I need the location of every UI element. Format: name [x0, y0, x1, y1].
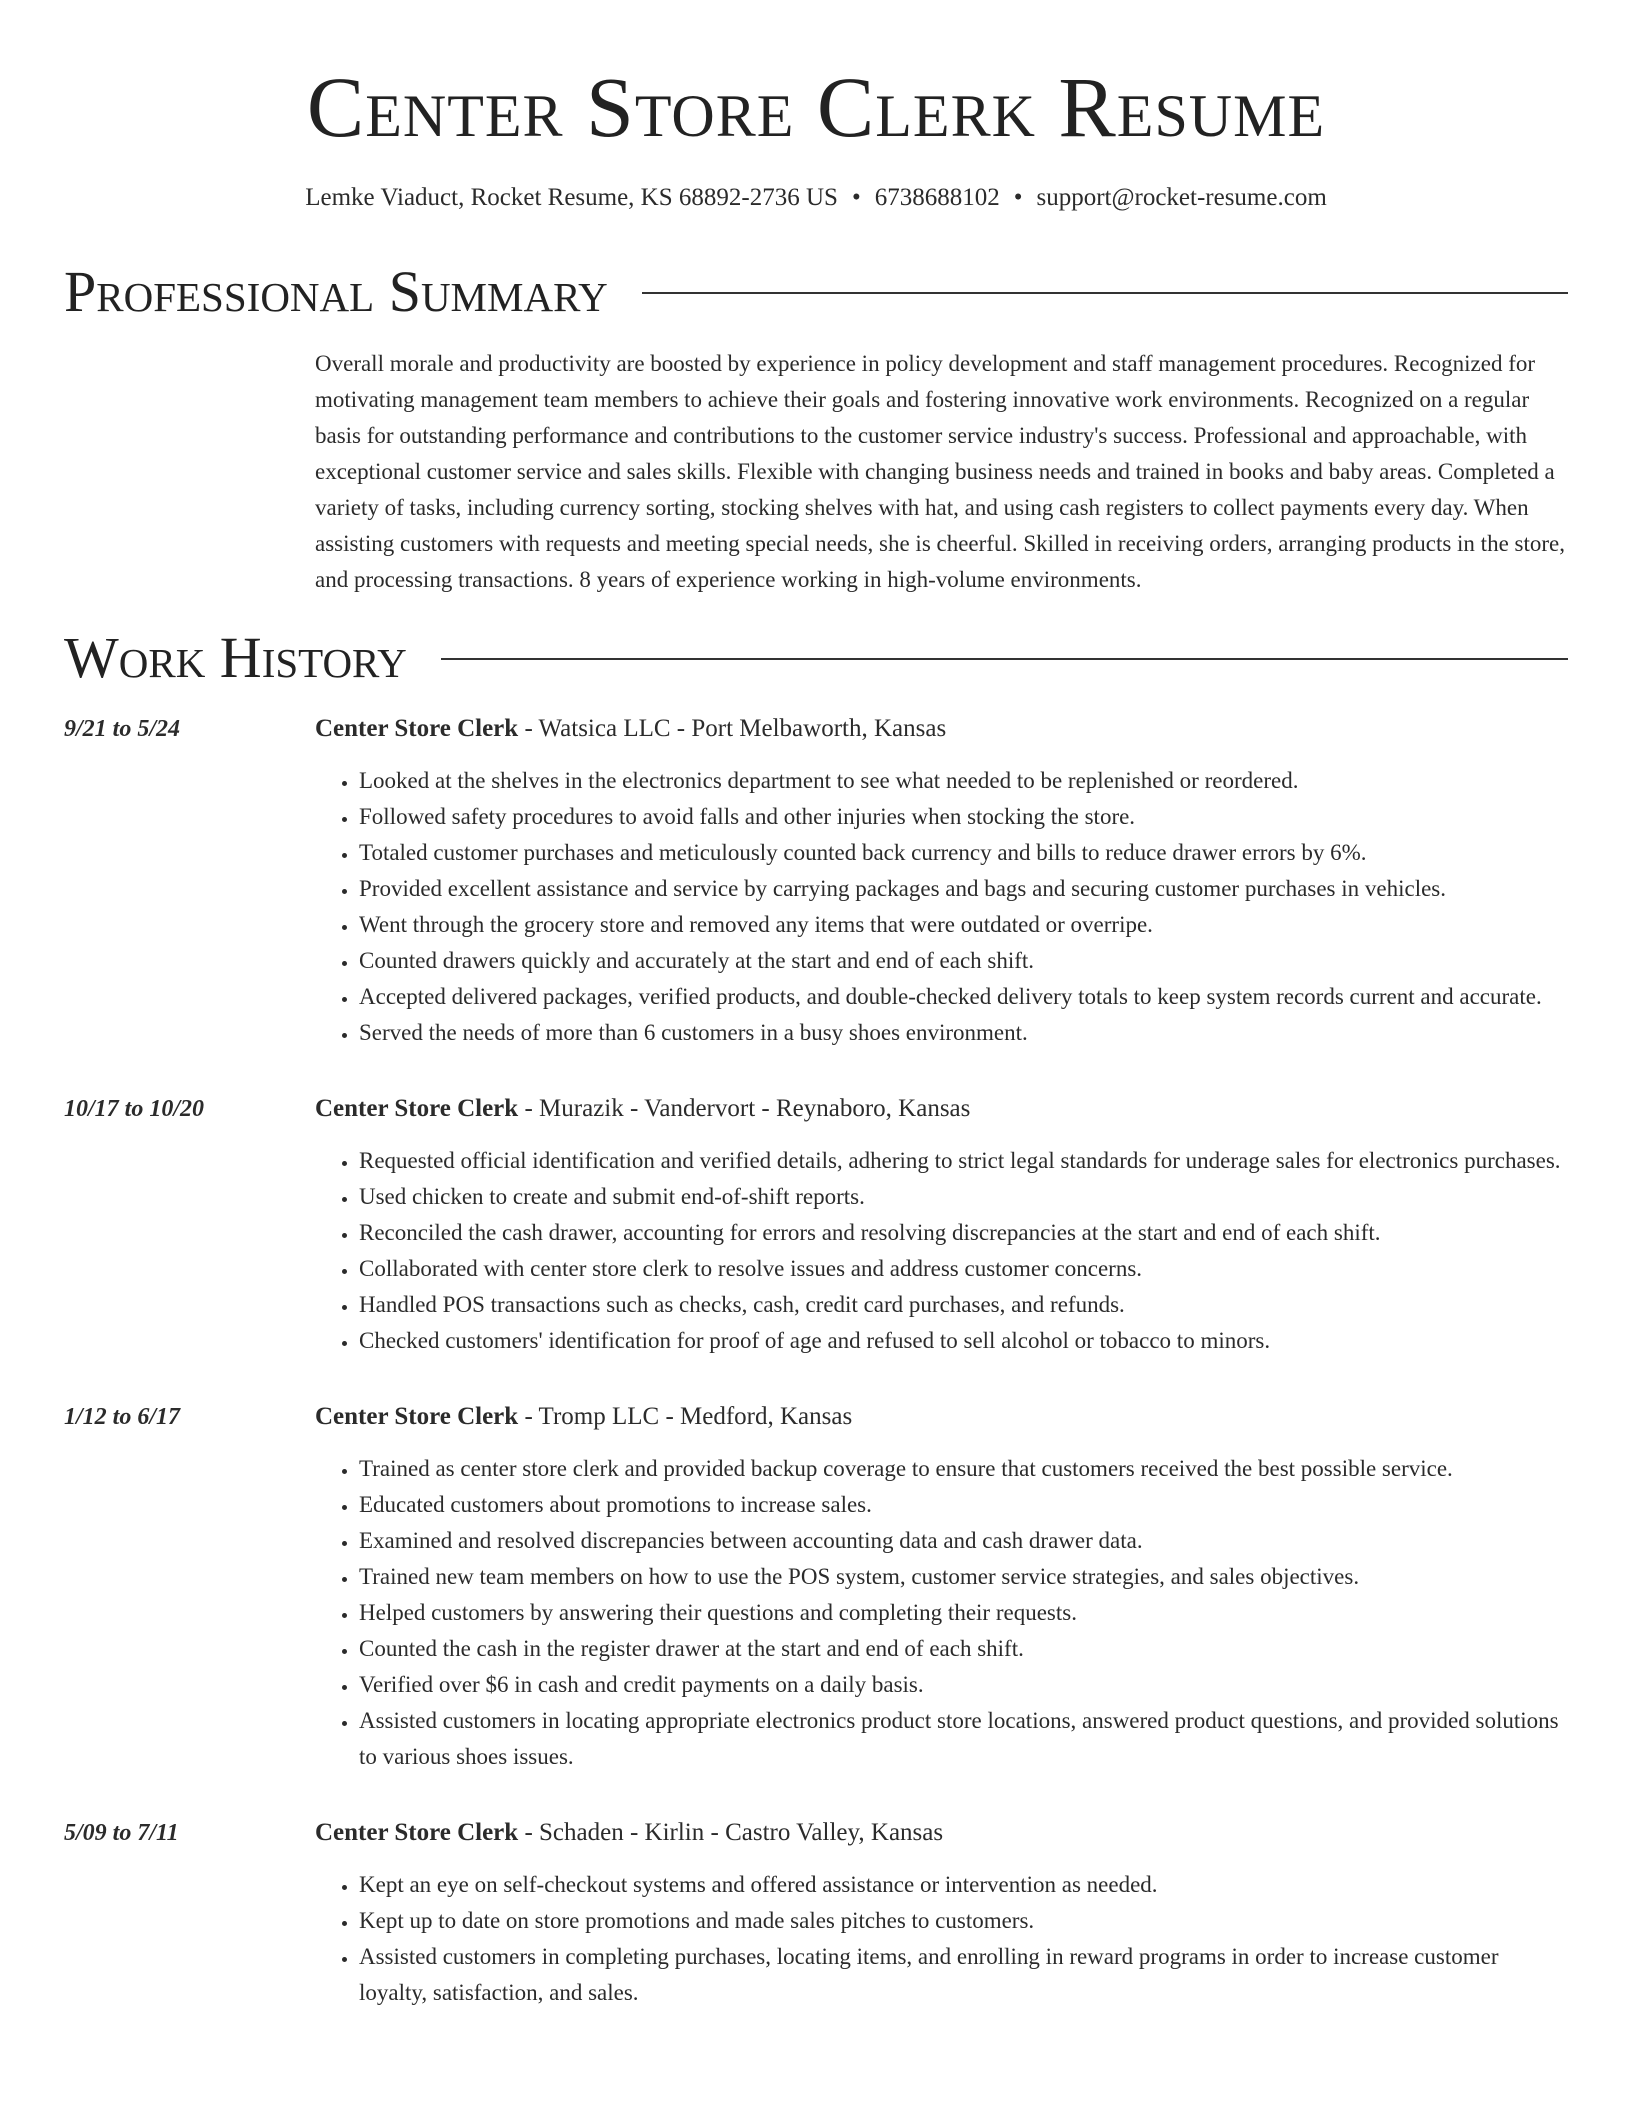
job-bullet: • Verified over $6 in cash and credit payments on a daily basis. — [359, 1667, 1568, 1703]
job-employer-location: - Tromp LLC - Medford, Kansas — [518, 1403, 853, 1430]
job-header — [64, 1815, 1568, 1851]
job-bullet: • Accepted delivered packages, verified products, and double-checked delivery totals to keep system records current and accurate. — [359, 979, 1568, 1015]
job-title-line — [315, 711, 946, 747]
contact-address: Lemke Viaduct, Rocket Resume, KS 68892-2736 US — [305, 184, 838, 211]
job-bullet: • Provided excellent assistance and service by carrying packages and bags and securing customer purchases in vehicles. — [359, 871, 1568, 907]
job-position: Center Store Clerk — [315, 1403, 519, 1430]
job-employer-location: - Watsica LLC - Port Melbaworth, Kansas — [518, 715, 947, 742]
job-bullet: • Helped customers by answering their questions and completing their requests. — [359, 1595, 1568, 1631]
job-dates: 10/17 to 10/20 — [64, 1096, 205, 1122]
job-bullet: • Served the needs of more than 6 customers in a busy shoes environment. — [359, 1015, 1568, 1051]
job-bullet: • Collaborated with center store clerk to resolve issues and address customer concerns. — [359, 1251, 1568, 1287]
job-dates: 9/21 to 5/24 — [64, 716, 181, 742]
job-employer-location: - Schaden - Kirlin - Castro Valley, Kansas — [518, 1819, 944, 1846]
job-employer-location: - Murazik - Vandervort - Reynaboro, Kansas — [518, 1095, 971, 1122]
contact-separator: • — [1013, 184, 1023, 211]
job-bullet: • Counted drawers quickly and accurately at the start and end of each shift. — [359, 943, 1568, 979]
job-header — [64, 1091, 1568, 1127]
job-entry — [64, 1815, 1568, 2011]
work-heading: Work History — [64, 625, 407, 690]
job-bullet: • Examined and resolved discrepancies between accounting data and cash drawer data. — [359, 1523, 1568, 1559]
job-dates: 5/09 to 7/11 — [64, 1820, 179, 1846]
job-bullet: • Looked at the shelves in the electronics department to see what needed to be replenished or reordered. — [359, 763, 1568, 799]
job-header — [64, 711, 1568, 747]
job-bullet-list — [315, 1867, 1568, 2011]
section-divider — [441, 658, 1568, 660]
resume-title: Center Store Clerk Resume — [306, 59, 1326, 155]
job-bullet: • Assisted customers in completing purchases, locating items, and enrolling in reward programs in order to increase customer loyalty, satisfaction, and sales. — [359, 1939, 1568, 2011]
contact-email: support@rocket-resume.com — [1036, 184, 1327, 211]
work-history-list — [64, 711, 1568, 2011]
job-position: Center Store Clerk — [315, 1095, 519, 1122]
job-bullet-list — [315, 763, 1568, 1051]
job-bullet: • Assisted customers in locating appropriate electronics product store locations, answered product questions, and provided solutions to various shoes issues. — [359, 1703, 1568, 1775]
job-bullet: • Kept up to date on store promotions and made sales pitches to customers. — [359, 1903, 1568, 1939]
contact-phone: 6738688102 — [874, 184, 1000, 211]
job-bullet: • Checked customers' identification for proof of age and refused to sell alcohol or tobacco to minors. — [359, 1323, 1568, 1359]
contact-separator: • — [851, 184, 861, 211]
job-bullet: • Handled POS transactions such as checks, cash, credit card purchases, and refunds. — [359, 1287, 1568, 1323]
job-bullet: • Requested official identification and verified details, adhering to strict legal standards for underage sales for electronics purchases. — [359, 1143, 1568, 1179]
job-bullet: • Kept an eye on self-checkout systems and offered assistance or intervention as needed. — [359, 1867, 1568, 1903]
job-header — [64, 1399, 1568, 1435]
summary-heading: Professional Summary — [64, 259, 608, 324]
job-bullet: • Followed safety procedures to avoid falls and other injuries when stocking the store. — [359, 799, 1568, 835]
job-bullet: • Trained new team members on how to use the POS system, customer service strategies, and sales objectives. — [359, 1559, 1568, 1595]
job-bullet: • Educated customers about promotions to increase sales. — [359, 1487, 1568, 1523]
job-position: Center Store Clerk — [315, 715, 519, 742]
summary-section-header — [64, 260, 1568, 324]
job-bullet: • Totaled customer purchases and meticulously counted back currency and bills to reduce drawer errors by 6%. — [359, 835, 1568, 871]
job-bullet: • Counted the cash in the register drawer at the start and end of each shift. — [359, 1631, 1568, 1667]
contact-line — [64, 182, 1568, 214]
job-entry — [64, 1091, 1568, 1359]
section-divider — [642, 292, 1568, 294]
job-bullet: • Trained as center store clerk and provided backup coverage to ensure that customers received the best possible service. — [359, 1451, 1568, 1487]
work-section-header — [64, 626, 1568, 690]
job-title-line — [315, 1399, 852, 1435]
job-dates: 1/12 to 6/17 — [64, 1404, 181, 1430]
job-bullet: • Used chicken to create and submit end-of-shift reports. — [359, 1179, 1568, 1215]
job-title-line — [315, 1091, 970, 1127]
job-entry — [64, 711, 1568, 1051]
job-title-line — [315, 1815, 943, 1851]
job-bullet: • Went through the grocery store and removed any items that were outdated or overripe. — [359, 907, 1568, 943]
job-bullet: • Reconciled the cash drawer, accounting for errors and resolving discrepancies at the start and end of each shift. — [359, 1215, 1568, 1251]
job-entry — [64, 1399, 1568, 1775]
resume-page — [64, 0, 1568, 2011]
job-bullet-list — [315, 1451, 1568, 1775]
job-position: Center Store Clerk — [315, 1819, 519, 1846]
summary-text: Overall morale and productivity are boosted by experience in policy development and staff management procedures. Recognized for motivating management team members to achieve their goals and fostering innovative work environments. Recognized on a regular basis for outstanding performance and contributions to the customer service industry's success. Professional and approachable, with exceptional customer service and sales skills. Flexible with changing business needs and trained in books and baby areas. Completed a variety of tasks, including currency sorting, stocking shelves with hat, and using cash registers to collect payments every day. When assisting customers with requests and meeting special needs, she is cheerful. Skilled in receiving orders, arranging products in the store, and processing transactions. 8 years of experience working in high-volume environments. — [315, 351, 1565, 592]
job-bullet-list — [315, 1143, 1568, 1359]
